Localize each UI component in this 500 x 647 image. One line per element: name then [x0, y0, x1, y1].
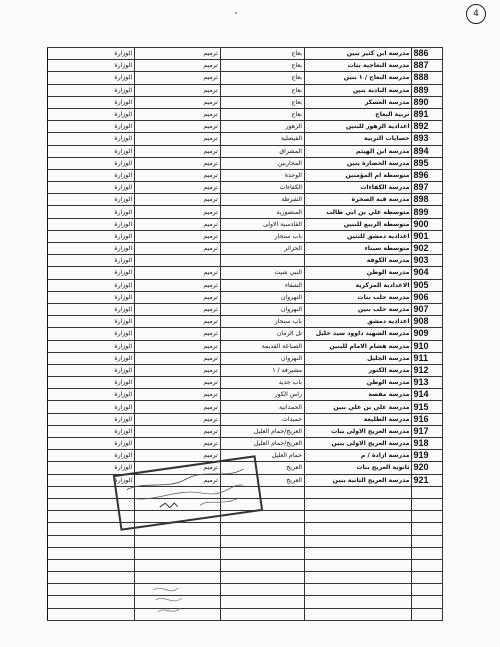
table-cell-source: الوزارة — [48, 157, 135, 169]
table-cell-work: ترميم — [135, 291, 221, 303]
table-cell-area: حميدات — [220, 413, 304, 425]
table-row — [48, 121, 443, 133]
table-cell-number: 889 — [412, 84, 443, 96]
table-cell-work: ترميم — [135, 267, 221, 279]
table-cell-area: بعاج — [220, 48, 304, 60]
table-cell-number: 913 — [412, 377, 443, 389]
table-cell-source: الوزارة — [48, 438, 135, 450]
table-cell-school-name-empty — [305, 523, 412, 535]
table-cell-number-empty — [412, 523, 443, 535]
table-cell-source: الوزارة — [48, 389, 135, 401]
table-cell-school-name: مدرسة مفصة — [305, 389, 412, 401]
table-cell-number: 888 — [412, 72, 443, 84]
empty-table-row — [48, 584, 443, 596]
table-cell-number: 906 — [412, 291, 443, 303]
schools-table — [47, 47, 443, 621]
table-cell-number: 890 — [412, 96, 443, 108]
table-cell-area: النهروان — [220, 303, 304, 315]
table-cell-work: ترميم — [135, 218, 221, 230]
table-row — [48, 157, 443, 169]
table-cell-source: الوزارة — [48, 474, 135, 486]
table-row — [48, 145, 443, 157]
table-cell-area-empty — [220, 535, 304, 547]
table-row — [48, 96, 443, 108]
table-cell-number-empty — [412, 608, 443, 620]
table-cell-work: ترميم — [135, 352, 221, 364]
table-cell-number: 917 — [412, 425, 443, 437]
table-cell-area — [220, 255, 304, 267]
table-cell-area: النبي شيت — [220, 267, 304, 279]
table-cell-area: بعاج — [220, 72, 304, 84]
table-cell-source: الوزارة — [48, 462, 135, 474]
table-cell-source: الوزارة — [48, 121, 135, 133]
table-cell-school-name: مدرسة الكفاءات — [305, 182, 412, 194]
table-row — [48, 438, 443, 450]
table-cell-school-name: مدرسة البعاجية بنات — [305, 60, 412, 72]
table-cell-source: الوزارة — [48, 425, 135, 437]
table-cell-school-name: مدرسة العريج الاولى بنين — [305, 438, 412, 450]
table-row — [48, 72, 443, 84]
scan-dot — [235, 12, 237, 14]
empty-table-row — [48, 559, 443, 571]
table-cell-number: 914 — [412, 389, 443, 401]
table-cell-area: بعاج — [220, 108, 304, 120]
table-cell-area: القادسية الاولى — [220, 218, 304, 230]
table-cell-work: ترميم — [135, 303, 221, 315]
table-cell-work: ترميم — [135, 474, 221, 486]
table-cell-source-empty — [48, 547, 135, 559]
table-cell-work: ترميم — [135, 377, 221, 389]
table-cell-source: الوزارة — [48, 182, 135, 194]
table-cell-school-name: مدرسة قبة الصخرة — [305, 194, 412, 206]
table-cell-number: 902 — [412, 243, 443, 255]
table-cell-number-empty — [412, 486, 443, 498]
table-cell-area: تل الرمان — [220, 328, 304, 340]
table-cell-number: 891 — [412, 108, 443, 120]
table-cell-number: 887 — [412, 60, 443, 72]
table-row — [48, 425, 443, 437]
table-cell-area: الشرطة — [220, 194, 304, 206]
table-cell-work: ترميم — [135, 462, 221, 474]
table-cell-school-name: متوسطة سيناء — [305, 243, 412, 255]
table-cell-number: 899 — [412, 206, 443, 218]
table-cell-work: ترميم — [135, 145, 221, 157]
table-cell-source: الوزارة — [48, 169, 135, 181]
table-cell-area: المشراق — [220, 145, 304, 157]
table-cell-area: الوحدة — [220, 169, 304, 181]
table-cell-area: بعاج — [220, 96, 304, 108]
table-cell-area: النهروان — [220, 352, 304, 364]
table-row — [48, 389, 443, 401]
table-cell-number: 920 — [412, 462, 443, 474]
table-cell-number: 901 — [412, 230, 443, 242]
table-cell-work: ترميم — [135, 243, 221, 255]
table-cell-source: الوزارة — [48, 450, 135, 462]
table-cell-number-empty — [412, 572, 443, 584]
table-cell-school-name: مدرسة العسكر — [305, 96, 412, 108]
table-cell-source: الوزارة — [48, 328, 135, 340]
table-row — [48, 401, 443, 413]
table-cell-source: الوزارة — [48, 230, 135, 242]
table-cell-work: ترميم — [135, 316, 221, 328]
table-cell-school-name-empty — [305, 547, 412, 559]
table-row — [48, 255, 443, 267]
table-cell-area: باب سنجار — [220, 316, 304, 328]
table-cell-area: بعاج — [220, 84, 304, 96]
table-cell-source: الوزارة — [48, 145, 135, 157]
table-cell-school-name: ثانوية العريج بنات — [305, 462, 412, 474]
table-cell-number: 918 — [412, 438, 443, 450]
table-cell-area: باب جديد — [220, 377, 304, 389]
table-row — [48, 377, 443, 389]
table-cell-source: الوزارة — [48, 133, 135, 145]
table-cell-number-empty — [412, 511, 443, 523]
table-cell-school-name: مدرسة البادية بنين — [305, 84, 412, 96]
table-row — [48, 291, 443, 303]
table-cell-area: الصناعة القديمة — [220, 340, 304, 352]
table-cell-work: ترميم — [135, 279, 221, 291]
empty-table-row — [48, 547, 443, 559]
table-cell-school-name: مدرسة الكوفة — [305, 255, 412, 267]
table-cell-source: الوزارة — [48, 413, 135, 425]
table-cell-source: الوزارة — [48, 243, 135, 255]
table-cell-work: ترميم — [135, 328, 221, 340]
table-cell-source: الوزارة — [48, 194, 135, 206]
table-cell-area-empty — [220, 608, 304, 620]
table-cell-work: ترميم — [135, 72, 221, 84]
table-row — [48, 60, 443, 72]
table-cell-number-empty — [412, 547, 443, 559]
table-cell-number: 907 — [412, 303, 443, 315]
table-cell-area: العريج — [220, 462, 304, 474]
table-cell-source-empty — [48, 584, 135, 596]
table-row — [48, 279, 443, 291]
table-cell-school-name: تربية البعاج — [305, 108, 412, 120]
table-row — [48, 108, 443, 120]
table-cell-area: المنصورية — [220, 206, 304, 218]
table-cell-school-name: مدرسة البعاج / ١ بنين — [305, 72, 412, 84]
empty-table-row — [48, 523, 443, 535]
table-cell-number-empty — [412, 584, 443, 596]
table-cell-number: 896 — [412, 169, 443, 181]
table-cell-number: 915 — [412, 401, 443, 413]
table-cell-area: العريج/حمام العليل — [220, 438, 304, 450]
table-cell-area: راس الكور — [220, 389, 304, 401]
table-cell-school-name-empty — [305, 559, 412, 571]
table-cell-work-empty — [135, 535, 221, 547]
table-cell-area: الجزائر — [220, 243, 304, 255]
table-cell-number: 916 — [412, 413, 443, 425]
table-cell-work: ترميم — [135, 206, 221, 218]
table-cell-source: الوزارة — [48, 267, 135, 279]
table-cell-number: 894 — [412, 145, 443, 157]
table-cell-area: باب سنجار — [220, 230, 304, 242]
table-cell-source: الوزارة — [48, 255, 135, 267]
table-cell-school-name: مدرسة الحضارة بنين — [305, 157, 412, 169]
table-cell-school-name: اعدادية الزهور للبنين — [305, 121, 412, 133]
table-row — [48, 316, 443, 328]
table-row — [48, 267, 443, 279]
table-row — [48, 413, 443, 425]
table-cell-number-empty — [412, 559, 443, 571]
table-cell-school-name: مدرسة حلب بنين — [305, 303, 412, 315]
table-cell-number: 904 — [412, 267, 443, 279]
table-cell-number: 893 — [412, 133, 443, 145]
table-cell-source: الوزارة — [48, 279, 135, 291]
table-cell-area: الفيصلية — [220, 133, 304, 145]
table-row — [48, 303, 443, 315]
table-cell-number: 912 — [412, 364, 443, 376]
table-cell-work: ترميم — [135, 121, 221, 133]
table-cell-school-name-empty — [305, 584, 412, 596]
table-cell-school-name-empty — [305, 486, 412, 498]
table-row — [48, 230, 443, 242]
table-cell-source: الوزارة — [48, 303, 135, 315]
table-cell-work: ترميم — [135, 425, 221, 437]
table-cell-source-empty — [48, 608, 135, 620]
table-cell-area-empty — [220, 547, 304, 559]
schools-table-wrapper — [47, 47, 443, 621]
table-row — [48, 340, 443, 352]
table-cell-school-name: مدرسة هشام الامام للبنين — [305, 340, 412, 352]
table-cell-school-name: مدرسة الوطن — [305, 267, 412, 279]
table-cell-area: النهروان — [220, 291, 304, 303]
table-cell-area: العريج — [220, 474, 304, 486]
empty-table-row — [48, 596, 443, 608]
table-cell-area: الزهور — [220, 121, 304, 133]
table-cell-school-name: متوسطة علي بن ابي طالب — [305, 206, 412, 218]
table-cell-school-name: اعدادية دمشق للبنين — [305, 230, 412, 242]
table-cell-area-empty — [220, 523, 304, 535]
table-cell-school-name: اعدادية دمشق — [305, 316, 412, 328]
table-cell-number-empty — [412, 535, 443, 547]
table-cell-source-empty — [48, 572, 135, 584]
table-cell-school-name: مدرسة ابن الهيثم — [305, 145, 412, 157]
table-cell-number: 919 — [412, 450, 443, 462]
table-cell-school-name: مدرسة ازادة / م — [305, 450, 412, 462]
table-cell-source: الوزارة — [48, 340, 135, 352]
table-row — [48, 194, 443, 206]
table-row — [48, 84, 443, 96]
table-cell-work-empty — [135, 559, 221, 571]
table-cell-work: ترميم — [135, 450, 221, 462]
table-cell-work: ترميم — [135, 194, 221, 206]
table-cell-school-name-empty — [305, 572, 412, 584]
table-cell-source: الوزارة — [48, 48, 135, 60]
table-cell-number: 900 — [412, 218, 443, 230]
table-cell-number: 903 — [412, 255, 443, 267]
table-cell-source: الوزارة — [48, 206, 135, 218]
empty-table-row — [48, 535, 443, 547]
table-cell-school-name: مدرسة العريج الاولى بنات — [305, 425, 412, 437]
table-cell-number: 895 — [412, 157, 443, 169]
table-row — [48, 206, 443, 218]
table-cell-number-empty — [412, 498, 443, 510]
table-cell-school-name: مدرسة العريج الثانية بنين — [305, 474, 412, 486]
table-cell-school-name: الاعدادية المركزية — [305, 279, 412, 291]
table-row — [48, 48, 443, 60]
table-row — [48, 182, 443, 194]
table-row — [48, 364, 443, 376]
table-row — [48, 133, 443, 145]
table-cell-school-name: مدرسة الشهيد داوود سيد خليل — [305, 328, 412, 340]
table-row — [48, 352, 443, 364]
table-cell-area: بعاج — [220, 60, 304, 72]
table-row — [48, 169, 443, 181]
table-cell-area-empty — [220, 584, 304, 596]
table-row — [48, 218, 443, 230]
table-cell-work: ترميم — [135, 401, 221, 413]
table-cell-school-name: مدرسة حلب بنات — [305, 291, 412, 303]
table-cell-school-name: مدرسة الكتور — [305, 364, 412, 376]
table-cell-source-empty — [48, 596, 135, 608]
table-cell-school-name: حسابات التربية — [305, 133, 412, 145]
table-cell-source-empty — [48, 559, 135, 571]
table-cell-area: الكفاءات — [220, 182, 304, 194]
table-row — [48, 328, 443, 340]
table-cell-work: ترميم — [135, 389, 221, 401]
table-cell-source: الوزارة — [48, 352, 135, 364]
table-cell-work: ترميم — [135, 438, 221, 450]
table-cell-work: ترميم — [135, 60, 221, 72]
table-cell-work: ترميم — [135, 96, 221, 108]
table-cell-work: ترميم — [135, 340, 221, 352]
table-cell-school-name: مدرسة الوطن — [305, 377, 412, 389]
table-cell-school-name: مدرسة ابن كثير بنين — [305, 48, 412, 60]
table-cell-area: العريج/حمام العليل — [220, 425, 304, 437]
table-cell-source: الوزارة — [48, 218, 135, 230]
table-cell-area-empty — [220, 596, 304, 608]
table-cell-area: المحاربين — [220, 157, 304, 169]
table-cell-source-empty — [48, 535, 135, 547]
table-cell-work-empty — [135, 547, 221, 559]
table-cell-school-name: مدرسة الطليعة — [305, 413, 412, 425]
table-cell-school-name-empty — [305, 608, 412, 620]
empty-table-row — [48, 572, 443, 584]
table-cell-school-name-empty — [305, 535, 412, 547]
table-cell-number: 908 — [412, 316, 443, 328]
table-cell-number: 898 — [412, 194, 443, 206]
table-cell-source: الوزارة — [48, 72, 135, 84]
table-cell-source: الوزارة — [48, 108, 135, 120]
table-cell-work: ترميم — [135, 108, 221, 120]
table-cell-area: مشيرفة / ١ — [220, 364, 304, 376]
table-cell-work: ترميم — [135, 157, 221, 169]
table-cell-area-empty — [220, 572, 304, 584]
table-cell-number: 905 — [412, 279, 443, 291]
empty-table-row — [48, 608, 443, 620]
table-cell-work: ترميم — [135, 169, 221, 181]
table-cell-number: 892 — [412, 121, 443, 133]
table-cell-source: الوزارة — [48, 364, 135, 376]
table-cell-number: 911 — [412, 352, 443, 364]
table-cell-school-name: مدرسة علي بن علي بنين — [305, 401, 412, 413]
table-cell-work: ترميم — [135, 413, 221, 425]
table-cell-area-empty — [220, 559, 304, 571]
table-cell-number: 910 — [412, 340, 443, 352]
table-cell-work: ترميم — [135, 182, 221, 194]
table-cell-number: 886 — [412, 48, 443, 60]
table-cell-number: 897 — [412, 182, 443, 194]
table-cell-area: حمام العليل — [220, 450, 304, 462]
table-cell-source: الوزارة — [48, 401, 135, 413]
table-cell-work: ترميم — [135, 364, 221, 376]
table-cell-source: الوزارة — [48, 96, 135, 108]
table-cell-work: ترميم — [135, 133, 221, 145]
table-body — [48, 48, 443, 621]
table-cell-number: 909 — [412, 328, 443, 340]
table-cell-source: الوزارة — [48, 377, 135, 389]
table-cell-area: الحمدانية — [220, 401, 304, 413]
table-cell-school-name-empty — [305, 511, 412, 523]
table-cell-number: 921 — [412, 474, 443, 486]
table-cell-work: ترميم — [135, 84, 221, 96]
table-cell-school-name-empty — [305, 498, 412, 510]
table-row — [48, 243, 443, 255]
table-cell-source: الوزارة — [48, 60, 135, 72]
table-cell-area: الشفاء — [220, 279, 304, 291]
page-number: 4 — [466, 4, 486, 24]
table-cell-source: الوزارة — [48, 316, 135, 328]
table-cell-work — [135, 255, 221, 267]
table-cell-work: ترميم — [135, 230, 221, 242]
table-cell-number-empty — [412, 596, 443, 608]
table-cell-source: الوزارة — [48, 291, 135, 303]
table-cell-school-name: متوسطة الربيع للبنين — [305, 218, 412, 230]
table-cell-source: الوزارة — [48, 84, 135, 96]
table-cell-work: ترميم — [135, 48, 221, 60]
table-cell-school-name: مدرسة الجليل — [305, 352, 412, 364]
table-cell-school-name: متوسطة ام المؤمنين — [305, 169, 412, 181]
table-cell-school-name-empty — [305, 596, 412, 608]
handwritten-signature-icon — [150, 582, 190, 622]
